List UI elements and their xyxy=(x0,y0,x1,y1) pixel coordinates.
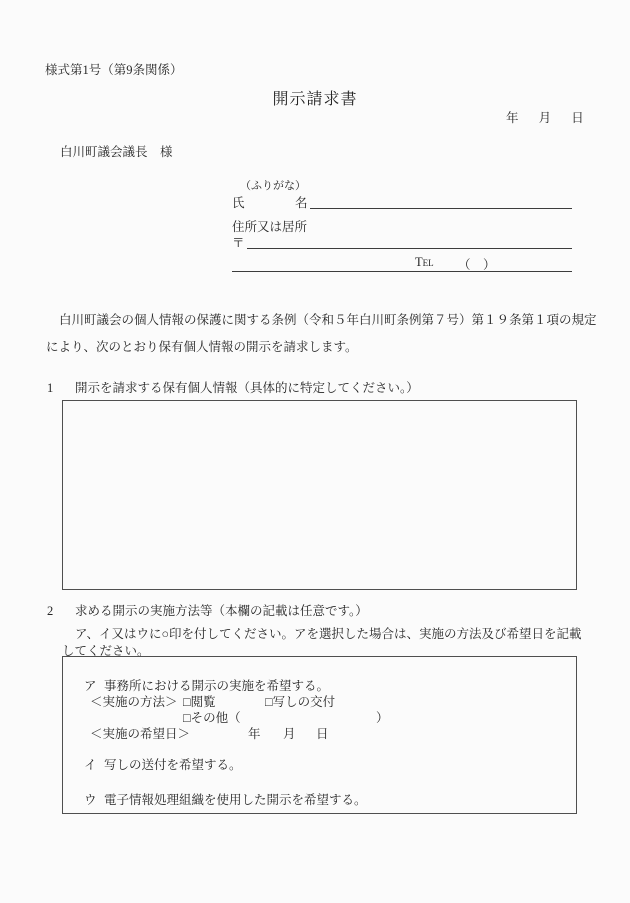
postal-field xyxy=(232,233,572,249)
wish-date-label: ＜実施の希望日＞ xyxy=(90,727,191,741)
section2-title: 求める開示の実施方法等（本欄の記載は任意です。） xyxy=(75,604,368,618)
postal-address-input-line[interactable] xyxy=(247,247,572,249)
tel-paren: （ ） xyxy=(458,258,496,272)
furigana-label: （ふりがな） xyxy=(240,180,306,192)
checkbox-copy-icon: □ xyxy=(265,695,273,709)
section1-heading xyxy=(47,378,419,396)
checkbox-view-icon: □ xyxy=(183,695,191,709)
checkbox-other[interactable] xyxy=(183,708,241,726)
date-day-label: 日 xyxy=(571,111,584,125)
section2-number: 2 xyxy=(47,604,54,618)
section1-number: 1 xyxy=(47,381,54,395)
option-b-marker[interactable]: イ xyxy=(84,758,97,772)
tel-input-line[interactable] xyxy=(232,270,572,272)
checkbox-copy[interactable] xyxy=(265,692,335,710)
page-title: 開示請求書 xyxy=(272,91,358,108)
addressee: 白川町議会議長 様 xyxy=(60,145,173,159)
request-statement-line2: により、次のとおり保有個人情報の開示を請求します。 xyxy=(46,340,358,354)
wish-date-day-label: 日 xyxy=(316,727,329,741)
option-c-text: 電子情報処理組織を使用した開示を希望する。 xyxy=(104,793,367,807)
checkbox-view-label: 閲覧 xyxy=(190,695,216,709)
section1-title: 開示を請求する保有個人情報（具体的に特定してください。） xyxy=(75,381,419,395)
date-year-label: 年 xyxy=(506,111,519,125)
name-field xyxy=(232,193,572,209)
option-a-marker[interactable]: ア xyxy=(84,679,97,693)
tel-label: Tel xyxy=(415,255,434,269)
checkbox-copy-label: 写しの交付 xyxy=(272,695,336,709)
request-statement-line1: 白川町議会の個人情報の保護に関する条例（令和５年白川町条例第７号）第１９条第１項の規定 xyxy=(59,313,597,327)
option-c-marker[interactable]: ウ xyxy=(84,793,97,807)
date-month-label: 月 xyxy=(538,111,552,125)
option-a-text: 事務所における開示の実施を希望する。 xyxy=(104,679,330,693)
checkbox-other-label: その他（ xyxy=(190,711,241,725)
section2-heading xyxy=(47,601,368,619)
name-label-first: 氏 xyxy=(232,196,245,210)
address-label: 住所又は居所 xyxy=(232,220,308,234)
name-input-line[interactable] xyxy=(310,207,572,209)
name-label-second: 名 xyxy=(295,196,308,210)
date-line xyxy=(506,108,584,126)
disclosure-method-options-box xyxy=(62,656,577,814)
checkbox-other-icon: □ xyxy=(183,711,191,725)
postal-mark: 〒 xyxy=(232,236,245,250)
other-paren-close: ） xyxy=(376,711,389,725)
section2-instruction-line2: してください。 xyxy=(62,644,150,658)
personal-info-entry-box[interactable] xyxy=(62,400,577,590)
form-number: 様式第1号（第9条関係） xyxy=(45,63,183,77)
section2-instruction-line1: ア、イ又はウに○印を付してください。アを選択した場合は、実施の方法及び希望日を記載 xyxy=(75,627,582,641)
wish-date-year-label: 年 xyxy=(248,727,261,741)
wish-date-month-label: 月 xyxy=(283,727,296,741)
option-b-text: 写しの送付を希望する。 xyxy=(104,758,242,772)
tel-field xyxy=(232,255,572,272)
method-label: ＜実施の方法＞ xyxy=(90,695,178,709)
